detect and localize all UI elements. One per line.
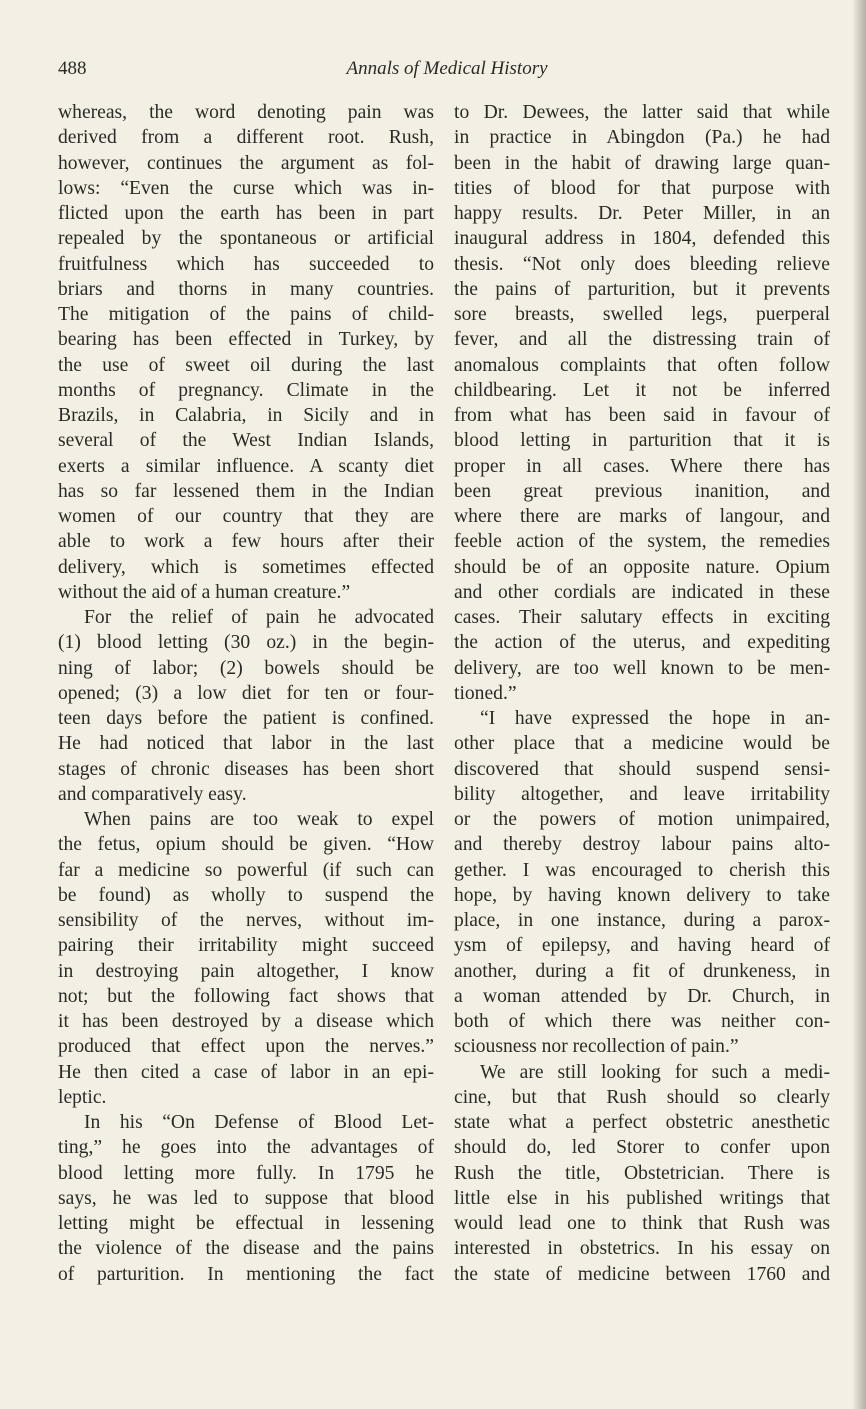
text-line: delivery, which is sometimes effected bbox=[58, 556, 434, 578]
text-line: from what has been said in favour of bbox=[454, 405, 830, 426]
page-header bbox=[58, 58, 836, 84]
text-line: “I have expressed the hope in an- bbox=[480, 708, 830, 729]
page-edge-shadow bbox=[852, 0, 866, 1409]
right-column bbox=[454, 100, 830, 1287]
text-line: He had noticed that labor in the last bbox=[58, 733, 434, 755]
text-line: We are still looking for such a medi- bbox=[480, 1061, 830, 1083]
text-line: blood letting more fully. In 1795 he bbox=[58, 1162, 434, 1184]
text-line: For the relief of pain he advocated bbox=[84, 607, 434, 628]
text-line: and other cordials are indicated in these bbox=[454, 581, 830, 603]
text-line: stages of chronic diseases has been short bbox=[58, 758, 434, 780]
text-line: should be of an opposite nature. Opium bbox=[454, 556, 830, 578]
text-line: the violence of the disease and the pains bbox=[58, 1238, 434, 1260]
text-line: months of pregnancy. Climate in the bbox=[58, 379, 434, 401]
text-line: exerts a similar influence. A scanty diet bbox=[58, 455, 434, 477]
text-line: without the aid of a human creature.” bbox=[58, 581, 351, 603]
text-line: sciousness nor recollection of pain.” bbox=[454, 1036, 739, 1058]
text-line: produced that effect upon the nerves.” bbox=[58, 1036, 434, 1058]
text-line: sore breasts, swelled legs, puerperal bbox=[454, 304, 830, 325]
text-line: fever, and all the distressing train of bbox=[454, 329, 830, 351]
text-line: discovered that should suspend sensi- bbox=[454, 758, 830, 780]
text-line: When pains are too weak to expel bbox=[84, 809, 434, 830]
text-line: whereas, the word denoting pain was bbox=[58, 102, 434, 123]
running-title: Annals of Medical History bbox=[346, 58, 548, 79]
text-line: pairing their irritability might succeed bbox=[58, 935, 434, 957]
text-line: The mitigation of the pains of child- bbox=[58, 304, 434, 325]
text-line: interested in obstetrics. In his essay on bbox=[454, 1238, 830, 1260]
text-line: teen days before the patient is confined. bbox=[58, 708, 434, 729]
text-line: another, during a fit of drunkeness, in bbox=[454, 960, 830, 982]
text-line: far a medicine so powerful (if such can bbox=[58, 859, 434, 881]
text-line: a woman attended by Dr. Church, in bbox=[454, 985, 830, 1007]
text-line: has so far lessened them in the Indian bbox=[58, 480, 434, 502]
text-line: ting,” he goes into the advantages of bbox=[58, 1137, 434, 1159]
text-line: childbearing. Let it not be inferred bbox=[454, 379, 830, 401]
text-line: opened; (3) a low diet for ten or four- bbox=[58, 682, 434, 704]
text-line: been in the habit of drawing large quan- bbox=[454, 152, 830, 174]
text-line: feeble action of the system, the remedies bbox=[454, 531, 830, 553]
text-line: ysm of epilepsy, and having heard of bbox=[454, 935, 830, 957]
text-line: leptic. bbox=[58, 1086, 107, 1108]
text-line: says, he was led to suppose that blood bbox=[58, 1187, 434, 1209]
text-line: the fetus, opium should be given. “How bbox=[58, 834, 434, 856]
text-line: hope, by having known delivery to take bbox=[454, 884, 830, 906]
text-line: the state of medicine between 1760 and bbox=[454, 1263, 830, 1285]
text-line: repealed by the spontaneous or artificial bbox=[58, 228, 434, 250]
text-line: not; but the following fact shows that bbox=[58, 985, 434, 1007]
text-line: bility altogether, and leave irritability bbox=[454, 783, 830, 805]
text-line: and thereby destroy labour pains alto- bbox=[454, 834, 830, 856]
text-line: or the powers of motion unimpaired, bbox=[454, 809, 830, 830]
text-line: (1) blood letting (30 oz.) in the begin- bbox=[58, 632, 434, 654]
text-line: derived from a different root. Rush, bbox=[58, 127, 434, 149]
page-number: 488 bbox=[58, 58, 87, 79]
text-line: proper in all cases. Where there has bbox=[454, 455, 830, 477]
text-line: the pains of parturition, but it prevents bbox=[454, 278, 830, 300]
text-line: the action of the uterus, and expediting bbox=[454, 632, 830, 654]
text-line: ning of labor; (2) bowels should be bbox=[58, 657, 434, 679]
text-line: lows: “Even the curse which was in- bbox=[58, 177, 434, 199]
text-line: it has been destroyed by a disease which bbox=[58, 1011, 434, 1032]
text-line: tities of blood for that purpose with bbox=[454, 177, 830, 199]
text-line: women of our country that they are bbox=[58, 506, 434, 527]
text-line: in practice in Abingdon (Pa.) he had bbox=[454, 127, 830, 149]
text-line: little else in his published writings that bbox=[454, 1187, 830, 1209]
text-line: sensibility of the nerves, without im- bbox=[58, 910, 434, 931]
text-line: tioned.” bbox=[454, 682, 517, 704]
text-line: where there are marks of langour, and bbox=[454, 506, 830, 527]
text-line: In his “On Defense of Blood Let- bbox=[84, 1112, 434, 1133]
left-column bbox=[58, 100, 434, 1287]
text-line: cases. Their salutary effects in exciting bbox=[454, 607, 830, 628]
text-line: inaugural address in 1804, defended this bbox=[454, 228, 830, 250]
text-line: fruitfulness which has succeeded to bbox=[58, 253, 434, 275]
text-line: to Dr. Dewees, the latter said that while bbox=[454, 102, 830, 123]
text-line: anomalous complaints that often follow bbox=[454, 354, 830, 376]
text-line: able to work a few hours after their bbox=[58, 531, 434, 553]
text-line: the use of sweet oil during the last bbox=[58, 354, 434, 376]
text-line: Brazils, in Calabria, in Sicily and in bbox=[58, 405, 434, 426]
text-line: would lead one to think that Rush was bbox=[454, 1213, 830, 1234]
text-line: should do, led Storer to confer upon bbox=[454, 1137, 830, 1159]
text-line: state what a perfect obstetric anesthetic bbox=[454, 1112, 830, 1133]
text-line: delivery, are too well known to be men- bbox=[454, 657, 830, 679]
text-line: in destroying pain altogether, I know bbox=[58, 960, 434, 982]
text-line: blood letting in parturition that it is bbox=[454, 430, 830, 452]
text-line: of parturition. In mentioning the fact bbox=[58, 1263, 434, 1285]
text-line: He then cited a case of labor in an epi- bbox=[58, 1061, 434, 1083]
text-line: however, continues the argument as fol- bbox=[58, 152, 434, 174]
text-line: and comparatively easy. bbox=[58, 783, 247, 805]
text-line: briars and thorns in many countries. bbox=[58, 278, 434, 300]
text-line: be found) as wholly to suspend the bbox=[58, 884, 434, 906]
text-line: gether. I was encouraged to cherish this bbox=[454, 859, 830, 881]
text-line: thesis. “Not only does bleeding relieve bbox=[454, 253, 830, 275]
text-line: Rush the title, Obstetrician. There is bbox=[454, 1162, 830, 1184]
text-line: other place that a medicine would be bbox=[454, 733, 830, 755]
text-line: both of which there was neither con- bbox=[454, 1011, 830, 1032]
text-line: happy results. Dr. Peter Miller, in an bbox=[454, 203, 830, 224]
text-line: several of the West Indian Islands, bbox=[58, 430, 434, 452]
text-line: place, in one instance, during a parox- bbox=[454, 910, 830, 931]
text-line: letting might be effectual in lessening bbox=[58, 1213, 434, 1234]
text-line: been great previous inanition, and bbox=[454, 480, 830, 502]
text-line: bearing has been effected in Turkey, by bbox=[58, 329, 434, 351]
text-line: flicted upon the earth has been in part bbox=[58, 203, 434, 224]
text-line: cine, but that Rush should so clearly bbox=[454, 1086, 830, 1108]
